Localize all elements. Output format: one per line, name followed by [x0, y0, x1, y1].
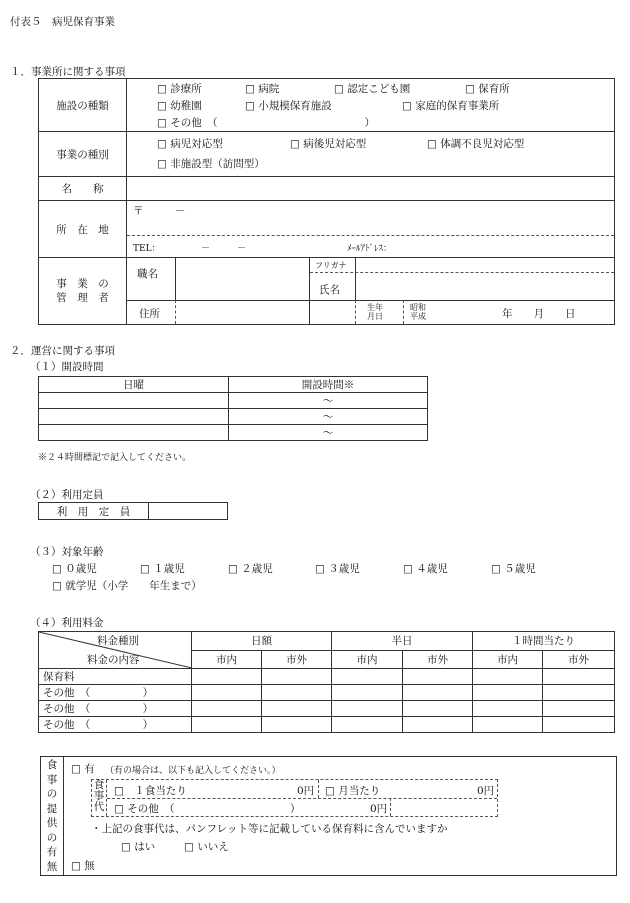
email-field[interactable]: ﾒｰﾙｱﾄﾞﾚｽ：	[347, 244, 393, 254]
age-option[interactable]: □ １歳児	[140, 563, 185, 575]
hours-cell[interactable]: ～	[229, 409, 428, 425]
fee-cell[interactable]	[192, 701, 262, 717]
facility-option[interactable]: □ 保育所	[465, 83, 510, 95]
fees-diagonal-header	[39, 632, 192, 669]
facility-option[interactable]: □ 小規模保育施設	[245, 100, 332, 112]
fee-cell[interactable]	[403, 685, 473, 701]
fee-cell[interactable]	[543, 669, 615, 685]
fee-row-label: その他 （ ）	[39, 701, 192, 717]
facility-type-label: 施設の種類	[39, 79, 127, 132]
manager-label: 事 業 の 管 理 者	[39, 258, 127, 325]
fee-row-label: その他 （ ）	[39, 685, 192, 701]
fee-sub-header: 市外	[543, 650, 615, 669]
manager-position-label: 職名	[137, 268, 158, 280]
age-option[interactable]: □ ４歳児	[403, 563, 448, 575]
fee-cell[interactable]	[332, 685, 403, 701]
day-cell[interactable]	[39, 393, 229, 409]
birth-date-field[interactable]: 年 月 日	[502, 308, 576, 320]
fee-cell[interactable]	[473, 685, 543, 701]
fee-group-halfday: 半日	[332, 632, 473, 651]
fee-cell[interactable]	[192, 717, 262, 733]
fee-cell[interactable]	[543, 701, 615, 717]
tel-field[interactable]: TEL： － －	[133, 244, 247, 254]
hours-title: （１）開設時間	[30, 361, 104, 373]
fee-sub-header: 市内	[192, 650, 262, 669]
age-option[interactable]: □ ０歳児	[52, 563, 97, 575]
per-meal-option[interactable]: □ １食当たり	[114, 785, 187, 797]
age-option[interactable]: □ ３歳児	[315, 563, 360, 575]
fee-cell[interactable]	[192, 685, 262, 701]
other-meal-amount[interactable]: 0円	[370, 803, 388, 815]
name-field[interactable]	[127, 177, 615, 201]
manager-name-label: 氏名	[319, 284, 340, 296]
fee-cell[interactable]	[543, 717, 615, 733]
location-label: 所 在 地	[39, 201, 127, 258]
hours-table	[38, 376, 428, 441]
furigana-label: フリガナ	[315, 261, 347, 270]
other-meal-option[interactable]: □ その他 （ ）	[114, 803, 301, 815]
meal-vertical-label: 食 事 の 提 供 の 有 無	[41, 757, 64, 875]
era-label: 昭和 平成	[410, 303, 426, 321]
fee-cell[interactable]	[473, 669, 543, 685]
age-option[interactable]: □ ５歳児	[491, 563, 536, 575]
school-age-option[interactable]: □ 就学児（小学 年生まで）	[52, 580, 202, 592]
capacity-label: 利 用 定 員	[39, 503, 149, 520]
day-cell[interactable]	[39, 425, 229, 441]
age-title: （３）対象年齢	[30, 546, 104, 558]
meal-included-question: ・上記の食事代は、パンフレット等に記載している保育料に含んでいますか	[91, 823, 448, 835]
fee-cell[interactable]	[332, 701, 403, 717]
postal-field[interactable]: 〒 －	[133, 205, 186, 217]
fee-sub-header: 市内	[332, 650, 403, 669]
facility-option[interactable]: □ 幼稚園	[157, 100, 202, 112]
fee-cell[interactable]	[403, 669, 473, 685]
birth-date-label: 生年 月日	[367, 303, 383, 321]
fee-row-label: 保育料	[39, 669, 192, 685]
fee-group-hourly: １時間当たり	[473, 632, 615, 651]
section2-title: ２．運営に関する事項	[10, 345, 115, 357]
meal-box	[40, 756, 617, 876]
page-title: 付表５ 病児保育事業	[10, 16, 115, 28]
day-cell[interactable]	[39, 409, 229, 425]
fee-sub-header: 市外	[262, 650, 332, 669]
fee-cell[interactable]	[403, 701, 473, 717]
meal-no-checkbox[interactable]: □ 無	[71, 860, 95, 872]
fee-cell[interactable]	[473, 701, 543, 717]
fee-cell[interactable]	[262, 685, 332, 701]
per-meal-amount[interactable]: 0円	[297, 785, 315, 797]
fee-cell[interactable]	[262, 717, 332, 733]
fee-cell[interactable]	[473, 717, 543, 733]
fee-cell[interactable]	[262, 701, 332, 717]
age-option[interactable]: □ ２歳児	[228, 563, 273, 575]
fees-title: （４）利用料金	[30, 617, 104, 629]
fee-content-label: 料金の内容	[87, 654, 140, 666]
hours-col-day: 日曜	[39, 377, 229, 393]
business-option[interactable]: □ 非施設型（訪問型）	[157, 158, 265, 170]
fee-row-label: その他 （ ）	[39, 717, 192, 733]
per-month-option[interactable]: □ 月当たり	[325, 785, 381, 797]
business-option[interactable]: □ 病児対応型	[157, 138, 223, 150]
fee-type-label: 料金種別	[97, 635, 139, 647]
business-option[interactable]: □ 体調不良児対応型	[427, 138, 525, 150]
answer-no-checkbox[interactable]: □ いいえ	[184, 841, 229, 853]
meal-cost-box	[91, 779, 498, 817]
facility-option[interactable]: □ 家庭的保育事業所	[402, 100, 500, 112]
business-option[interactable]: □ 病後児対応型	[290, 138, 367, 150]
name-label: 名 称	[39, 177, 127, 201]
hours-cell[interactable]: ～	[229, 425, 428, 441]
fee-group-daily: 日額	[192, 632, 332, 651]
per-month-amount[interactable]: 0円	[477, 785, 495, 797]
meal-cost-label: 食 事 代	[92, 780, 107, 816]
fee-sub-header: 市内	[473, 650, 543, 669]
fee-cell[interactable]	[543, 685, 615, 701]
fee-cell[interactable]	[192, 669, 262, 685]
fee-cell[interactable]	[332, 669, 403, 685]
facility-option[interactable]: □ 認定こども園	[334, 83, 411, 95]
meal-yes-note: （有の場合は、以下も記入してください。）	[105, 766, 281, 776]
fees-table	[38, 631, 615, 733]
hours-note: ※２４時間標記で記入してください。	[38, 453, 192, 463]
section1-title: １．事業所に関する事項	[10, 66, 126, 78]
hours-col-hours: 開設時間※	[229, 377, 428, 393]
fee-cell[interactable]	[332, 717, 403, 733]
meal-yes-checkbox[interactable]: □ 有	[71, 763, 95, 775]
capacity-table	[38, 502, 228, 520]
facility-info-table	[38, 78, 615, 325]
fee-sub-header: 市外	[403, 650, 473, 669]
business-type-label: 事業の種別	[39, 132, 127, 177]
facility-option[interactable]: □ 診療所	[157, 83, 202, 95]
fee-cell[interactable]	[262, 669, 332, 685]
capacity-title: （２）利用定員	[30, 489, 104, 501]
manager-address-label: 住所	[139, 308, 160, 320]
facility-option[interactable]: □ 病院	[245, 83, 280, 95]
capacity-field[interactable]	[149, 503, 228, 520]
facility-option[interactable]: □ その他 （ ）	[157, 117, 376, 129]
hours-cell[interactable]: ～	[229, 393, 428, 409]
fee-cell[interactable]	[403, 717, 473, 733]
answer-yes-checkbox[interactable]: □ はい	[121, 841, 156, 853]
